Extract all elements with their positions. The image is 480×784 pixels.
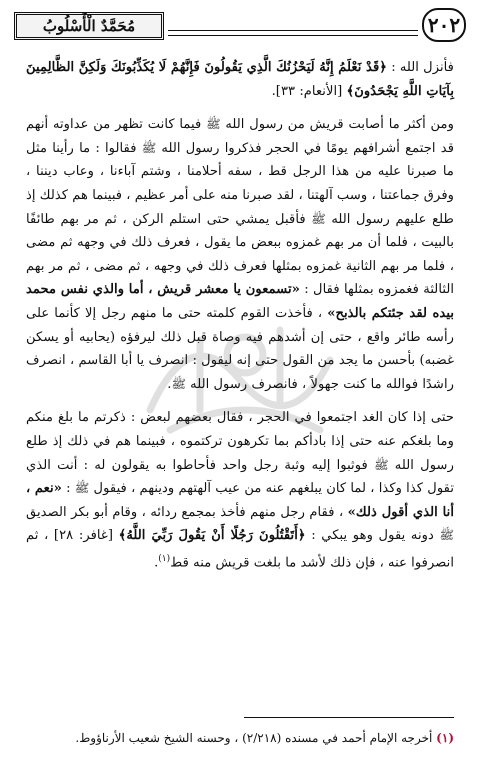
page-number: ٢٠٢ bbox=[422, 8, 466, 42]
salutation-glyph: ﷺ bbox=[311, 211, 326, 226]
text-run: . bbox=[154, 555, 159, 571]
quran-verse: ﴿أَتَقْتُلُونَ رَجُلًا أَنْ يَقُولَ رَبِّيَ اللَّهُ﴾ bbox=[118, 528, 306, 544]
salutation-glyph: ﷺ bbox=[374, 457, 389, 472]
text-run: فقالوا : ما رأينا مثل ما صبرنا عليه من هذا الرجل قط ، سفه أحلامنا ، وشتم آباءنا ، وعاب ديننا ، وفرق جماعتنا ، وسب آلهتنا ، لقد صبرنا منه على أمر عظيم ، فبينما هم كذلك إذ طلع عليهم رسول الله bbox=[26, 140, 454, 227]
text-run: دونه يقول وهو يبكي : bbox=[305, 528, 440, 544]
text-run: [الأنعام: ٣٣]. bbox=[271, 83, 347, 99]
text-run: [غافر: ٢٨] ، ثم انصرفوا عنه ، فإن ذلك لأشد ما بلغت قريش منه قط bbox=[26, 528, 454, 571]
footnote bbox=[26, 728, 454, 748]
salutation-glyph: ﷺ bbox=[439, 528, 455, 543]
salutation-glyph: ﷺ bbox=[141, 140, 157, 155]
text-run: فأقبل يمشي حتى استلم الركن ، ثم مر بهم طائفًا بالبيت ، فلما أن مر بهم غمزوه ببعض ما يقول ، فعرف ذلك في وجهه ثم مضى ، فلما مر بهم الثانية غمزوه بمثلها فعرف ذلك في وجهه ، ثم مضى ، ثم مر بهم الثالثة فغمزوه بمثلها فقال : bbox=[26, 211, 454, 298]
footnote-reference: (١) bbox=[158, 553, 171, 564]
salutation-glyph: ﷺ bbox=[74, 481, 90, 496]
text-run: : bbox=[61, 481, 75, 497]
salutation-glyph: ﷺ bbox=[206, 117, 221, 132]
text-run: فأنزل الله : bbox=[387, 60, 454, 75]
prophet-quote: «تسمعون يا معشر قريش ، أما والذي نفس محمد بيده لقد جئتكم بالذبح» bbox=[26, 282, 454, 321]
text-run: حتى إذا كان الغد اجتمعوا في الحجر ، فقال بعضهم لبعض : ذكرتم ما بلغ منكم وما بلغكم عنه حتى إذا بادأكم بما تكرهون تركتموه ، فبينما هم في ذلك إذ طلع رسول الله bbox=[26, 410, 454, 473]
footnote-marker: (١) bbox=[436, 731, 454, 745]
text-run: فوثبوا إليه وثبة رجل واحد فأحاطوا به يقولون له : أنت الذي تقول كذا وكذا ، لما كان يبلغهم عنه من عيب آلهتهم ودينهم ، فيقول bbox=[26, 457, 454, 497]
header-divider bbox=[168, 30, 418, 36]
page-header bbox=[14, 8, 466, 42]
footnote-text: أخرجه الإمام أحمد في مسنده (٢/٢١٨) ، وحسنه الشيخ شعيب الأرناؤوط. bbox=[75, 731, 433, 745]
paragraph-2 bbox=[26, 113, 454, 396]
paragraph-3 bbox=[26, 406, 454, 575]
main-text bbox=[26, 56, 454, 575]
prophet-quote: «نعم ، أنا الذي أقول ذلك» bbox=[26, 481, 454, 520]
salutation-glyph: ﷺ bbox=[171, 376, 186, 391]
footnote-divider bbox=[244, 717, 454, 718]
book-title: مُحَمَّدٌ الْأَسْلُوبُ bbox=[14, 12, 164, 40]
text-run: ، فقام رجل منهم فأخذ بمجمع ردائه ، وقام أبو بكر الصديق bbox=[26, 504, 348, 520]
paragraph-1 bbox=[26, 56, 454, 103]
text-run: ومن أكثر ما أصابت قريش من رسول الله bbox=[220, 117, 454, 133]
text-run: فيما كانت تظهر من عداوته أنهم قد اجتمع أشرافهم يومًا في الحجر فذكروا رسول الله bbox=[26, 117, 454, 156]
text-run: ، فأخذت القوم كلمته حتى ما منهم رجل إلا كأنما على رأسه طائر واقع ، حتى إن أشدهم فيه وصاة قبل ذلك ليرفؤه (يحابيه أو يسكن غضبه) بأحسن ما يجد من القول حتى إنه ليقول : انصرف يا أبا القاسم ، انصرف راشدًا فوالله ما كنت جهولاً ، فانصرف رسول الله bbox=[26, 305, 454, 392]
quran-verse: ﴿قَدْ نَعْلَمُ إِنَّهُ لَيَحْزُنُكَ الَّذِي يَقُولُونَ فَإِنَّهُمْ لَا يُكَذِّبُونَكَ وَلَكِنَّ الظَّالِمِينَ بِآيَاتِ اللَّهِ يَجْحَدُونَ﴾ bbox=[25, 60, 454, 99]
text-run: . bbox=[167, 376, 172, 392]
